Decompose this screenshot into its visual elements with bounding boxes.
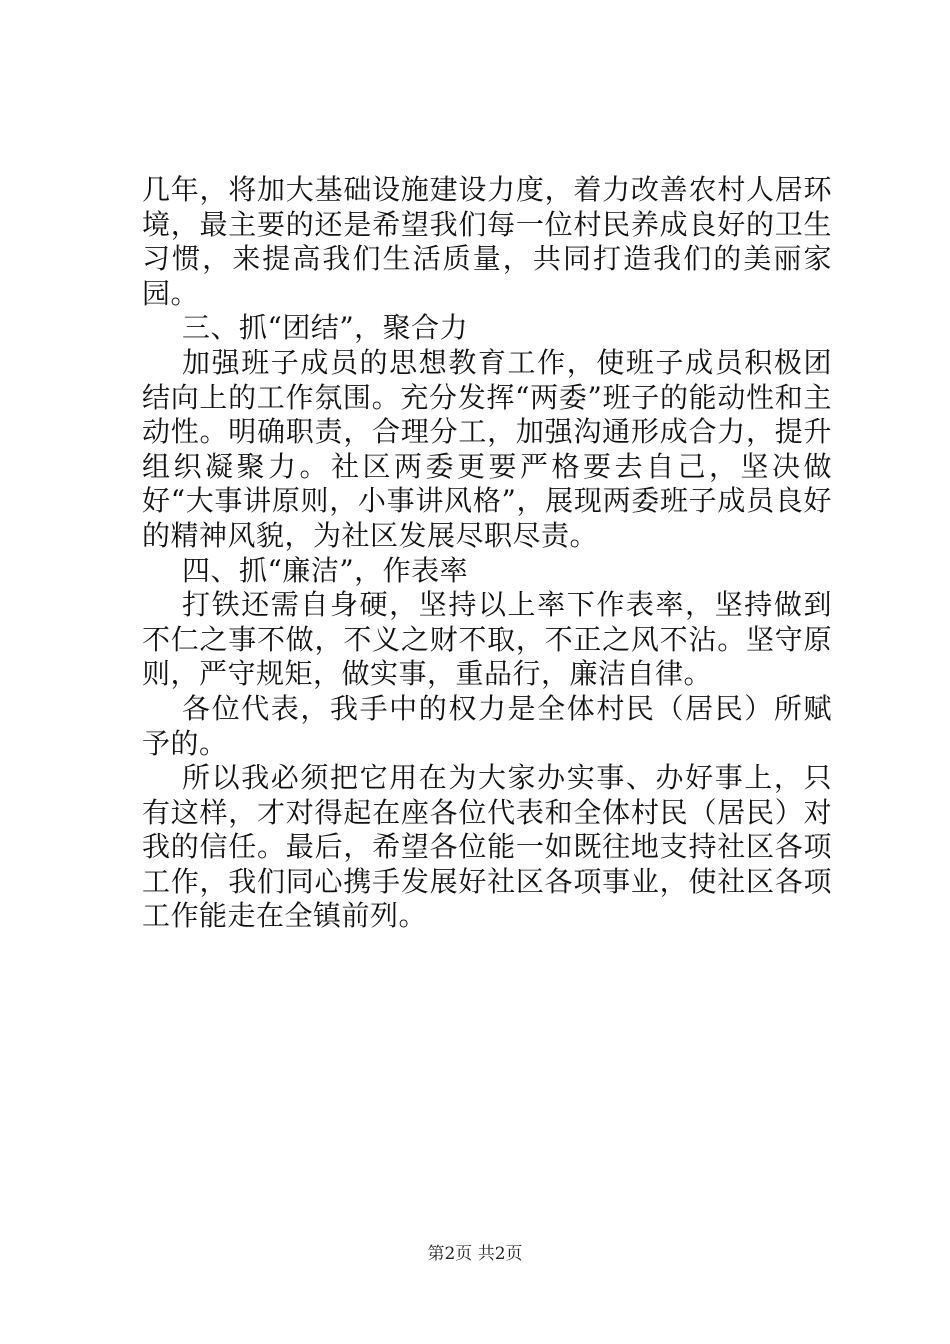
- section-heading-integrity: 四、抓“廉洁”，作表率: [182, 553, 469, 587]
- paragraph-continued: 几年，将加大基础设施建设力度，着力改善农村人居环境，最主要的还是希望我们每一位村民养成良好的卫生习惯，来提高我们生活质量，共同打造我们的美丽家园。: [142, 173, 832, 310]
- paragraph-integrity: 打铁还需自身硬，坚持以上率下作表率，坚持做到不仁之事不做，不义之财不取，不正之风不沾。坚守原则，严守规矩，做实事，重品行，廉洁自律。: [142, 588, 832, 691]
- document-body: [142, 173, 832, 934]
- page-number-footer: 第2页 共2页: [427, 1244, 523, 1264]
- paragraph-delegates: 各位代表，我手中的权力是全体村民（居民）所赋予的。: [142, 691, 832, 760]
- paragraph-unity: 加强班子成员的思想教育工作，使班子成员积极团结向上的工作氛围。充分发挥“两委”班子的能动性和主动性。明确职责，合理分工，加强沟通形成合力，提升组织凝聚力。社区两委更要严格要去自己，坚决做好“大事讲原则，小事讲风格”，展现两委班子成员良好的精神风貌，为社区发展尽职尽责。: [142, 345, 832, 552]
- section-heading-unity: 三、抓“团结”，聚合力: [182, 311, 469, 345]
- paragraph-closing: 所以我必须把它用在为大家办实事、办好事上，只有这样，才对得起在座各位代表和全体村民（居民）对我的信任。最后，希望各位能一如既往地支持社区各项工作，我们同心携手发展好社区各项事业，使社区各项工作能走在全镇前列。: [142, 761, 832, 933]
